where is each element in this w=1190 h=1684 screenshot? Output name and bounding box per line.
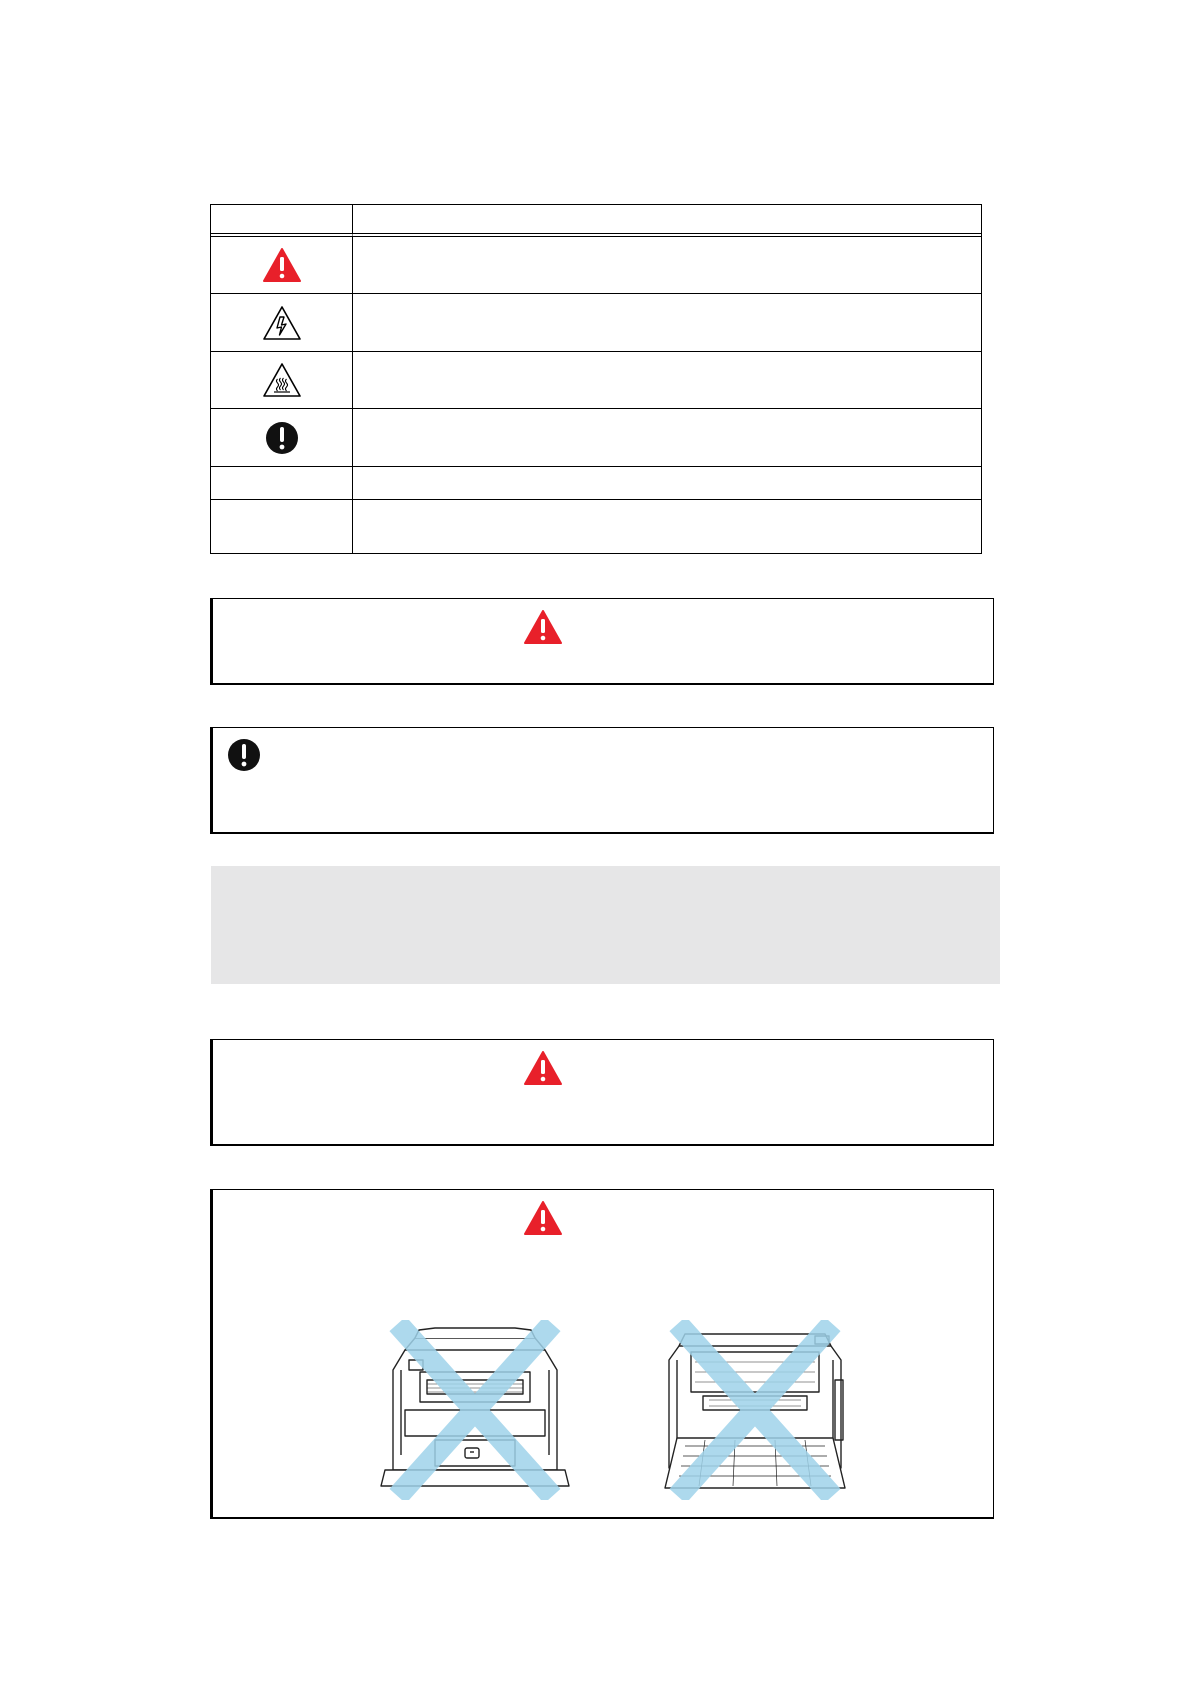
warning-notice — [210, 598, 994, 685]
electrical-hazard-icon — [261, 304, 303, 342]
table-row-symbol — [211, 352, 353, 409]
mandatory-action-icon — [265, 421, 299, 455]
warning-notice-illustrated — [210, 1189, 994, 1519]
printer-back-open-icon — [655, 1320, 855, 1500]
table-row-symbol — [211, 294, 353, 352]
warning-triangle-red-icon — [523, 1050, 563, 1086]
warning-triangle-red-icon — [262, 247, 302, 283]
warning-triangle-red-icon — [523, 1200, 563, 1236]
hot-surface-icon — [261, 361, 303, 399]
table-row-description — [353, 352, 981, 409]
table-row-symbol — [211, 409, 353, 467]
table-row-description — [353, 409, 981, 467]
note-box — [211, 866, 1000, 984]
table-row-symbol — [211, 237, 353, 294]
table-row-symbol — [211, 500, 353, 553]
mandatory-action-icon — [227, 738, 261, 772]
important-notice — [210, 727, 994, 834]
table-row-description — [353, 294, 981, 352]
printer-front-open-icon — [375, 1320, 575, 1500]
table-row-symbol — [211, 467, 353, 500]
table-row-description — [353, 467, 981, 500]
table-header-description — [353, 205, 981, 237]
symbol-table — [210, 204, 982, 554]
table-row-description — [353, 237, 981, 294]
table-header-symbol — [211, 205, 353, 237]
warning-triangle-red-icon — [523, 609, 563, 645]
table-row-description — [353, 500, 981, 553]
warning-notice — [210, 1039, 994, 1146]
